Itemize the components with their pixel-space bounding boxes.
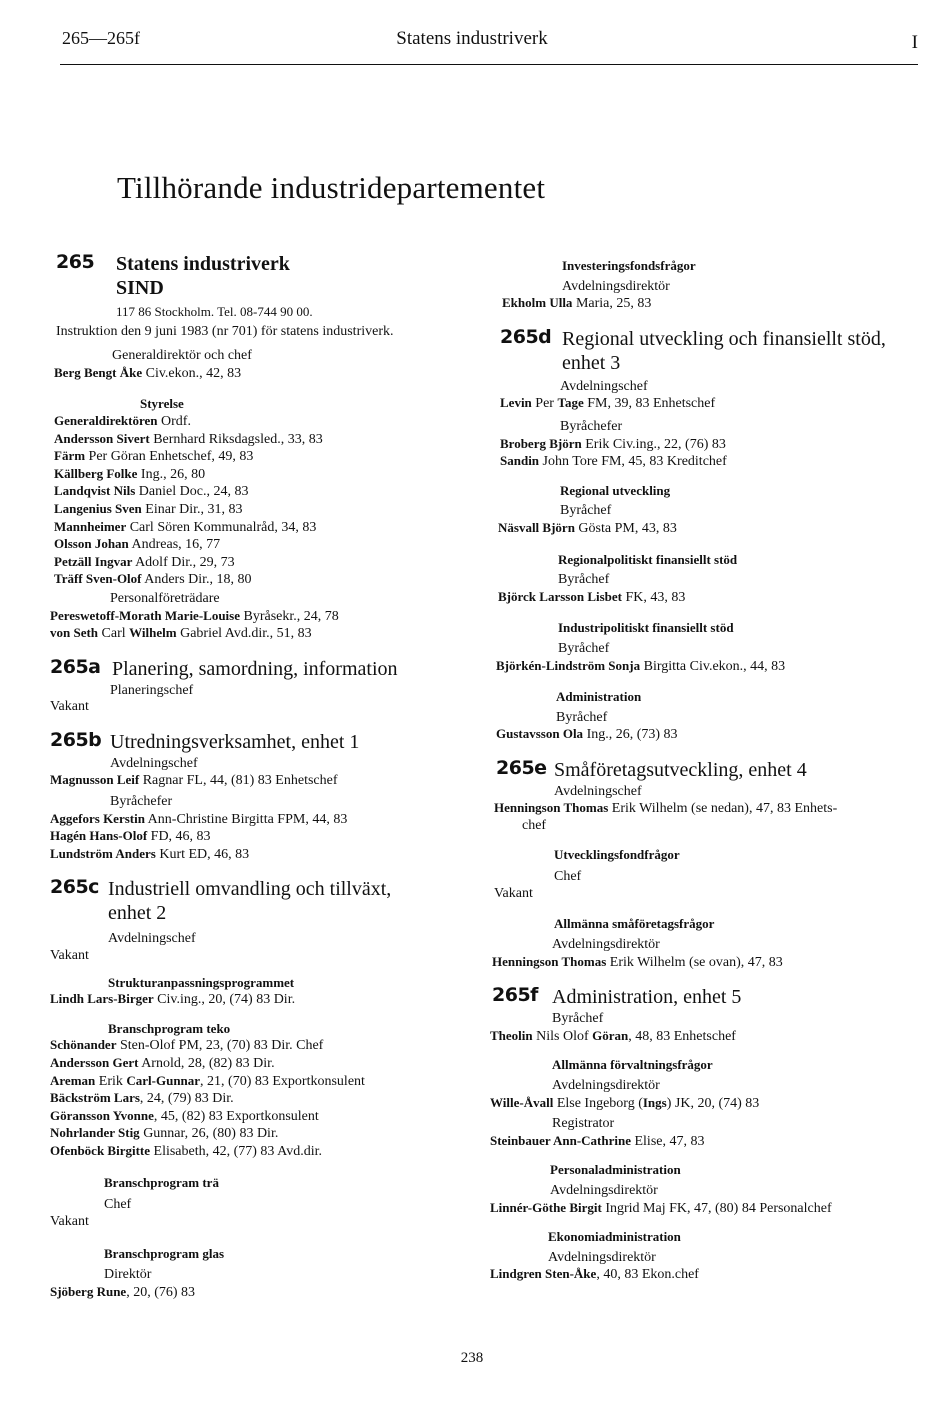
subheading: Ekonomiadministration [548,1229,681,1245]
person-entry: Pereswetoff-Morath Marie-Louise Byråsekr., 24, 78 [50,607,339,624]
subheading-styrelse: Styrelse [140,396,184,412]
person-entry: Aggefors Kerstin Ann-Christine Birgitta FPM, 44, 83 [50,810,348,827]
subheading: Industripolitiskt finansiellt stöd [558,620,734,636]
role-label: Byråchef [558,572,610,588]
role-label: Avdelningschef [560,378,648,394]
section-title-cont: enhet 2 [108,902,167,925]
board-member: Andersson Sivert Bernhard Riksdagsled., 33, 83 [54,430,323,447]
section-265 [50,252,470,321]
person-entry: Nohrlander Stig Gunnar, 26, (80) 83 Dir. [50,1125,279,1142]
role-label: Direktör [104,1266,152,1282]
section-title: Planering, samordning, information [112,657,398,680]
person-entry: Theolin Nils Olof Göran, 48, 83 Enhetschef [490,1027,736,1044]
person-entry: Steinbauer Ann-Cathrine Elise, 47, 83 [490,1132,705,1149]
role-label: Avdelningschef [108,931,196,947]
person-entry: Björck Larsson Lisbet FK, 43, 83 [498,588,686,605]
section-265d [490,327,920,375]
role-label: Avdelningsdirektör [552,1078,660,1093]
section-number: 265f [492,984,538,1007]
board-member: Färm Per Göran Enhetschef, 49, 83 [54,448,254,465]
header-part-number: I [911,32,918,53]
person-entry: Ekholm Ulla Maria, 25, 83 [502,295,652,312]
section-number: 265 [56,251,95,273]
section-265e [490,758,920,782]
header-rule [60,64,918,65]
role-label: Byråchef [560,503,612,519]
person-entry: Schönander Sten-Olof PM, 23, (70) 83 Dir. Chef [50,1037,324,1054]
board-member: Generaldirektören Ordf. [54,412,191,429]
vacant-label: Vakant [50,699,89,715]
section-subtitle: SIND [116,277,164,299]
subheading: Regionalpolitiskt finansiellt stöd [558,551,738,567]
person-entry: Linnér-Göthe Birgit Ingrid Maj FK, 47, (80) 84 Personalchef [490,1199,832,1216]
section-265f [490,985,920,1009]
role-label: Byråchef [552,1011,604,1027]
person-entry: Ofenböck Birgitte Elisabeth, 42, (77) 83 Avd.dir. [50,1142,323,1159]
person-entry: Göransson Yvonne, 45, (82) 83 Exportkonsulent [50,1107,319,1124]
section-title: Statens industriverk [116,253,290,275]
role-label: Avdelningsdirektör [548,1249,656,1265]
role-label: Avdelningschef [554,783,642,799]
board-member: Petzäll Ingvar Adolf Dir., 29, 73 [54,553,235,570]
section-number: 265d [500,325,552,348]
header-section-range: 265—265f [62,28,140,48]
subheading: Regional utveckling [560,482,671,498]
person-entry: Broberg Björn Erik Civ.ing., 22, (76) 83 [500,435,726,452]
person-entry: Hagén Hans-Olof FD, 46, 83 [50,828,211,845]
person-entry: Magnusson Leif Ragnar FL, 44, (81) 83 Enhetschef [50,772,338,789]
subheading: Utvecklingsfondfrågor [554,846,680,862]
person-entry: Lundström Anders Kurt ED, 46, 83 [50,845,250,862]
person-entry: Lindh Lars-Birger Civ.ing., 20, (74) 83 Dir. [50,991,296,1008]
person-entry: Lindgren Sten-Åke, 40, 83 Ekon.chef [490,1266,699,1283]
board-list [50,413,470,589]
role-label: Generaldirektör och chef [112,348,252,364]
subheading: Strukturanpassningsprogrammet [108,974,295,990]
subheading: Investeringsfondsfrågor [562,258,696,273]
subheading: Branschprogram glas [104,1246,225,1262]
header-title: Statens industriverk [396,28,548,49]
section-title: Administration, enhet 5 [552,986,742,1009]
page-title: Tillhörande industridepartementet [117,170,546,205]
section-number: 265e [496,756,547,779]
person-entry-cont: chef [522,818,547,834]
person-entry: Näsvall Björn Gösta PM, 43, 83 [498,519,677,536]
board-member: Landqvist Nils Daniel Doc., 24, 83 [54,483,249,500]
role-label: Byråchef [558,640,610,656]
person-entry: Henningson Thomas Erik Wilhelm (se ovan), 47, 83 [492,953,783,970]
person-entry: Gustavsson Ola Ing., 26, (73) 83 [496,726,678,743]
person-entry: Wille-Åvall Else Ingeborg (Ings) JK, 20, (74) 83 [490,1094,760,1111]
board-member: Källberg Folke Ing., 26, 80 [54,465,206,482]
person-entry: Levin Per Tage FM, 39, 83 Enhetschef [500,395,716,412]
person-entry: Henningson Thomas Erik Wilhelm (se nedan), 47, 83 Enhets- [494,800,838,817]
subheading: Allmänna förvaltningsfrågor [552,1057,713,1073]
section-number: 265b [50,728,102,751]
vacant-label: Vakant [50,1213,89,1229]
instruction-note: Instruktion den 9 juni 1983 (nr 701) för statens industriverk. [56,323,394,339]
running-header [0,22,944,68]
page-number: 238 [460,1350,484,1366]
section-265a [50,657,470,681]
subheading: Branschprogram teko [108,1020,231,1036]
role-label: Avdelningsdirektör [550,1182,658,1198]
section-265c [50,877,470,925]
section-number: 265c [50,876,99,899]
role-label: Avdelningschef [110,755,198,771]
subheading: Allmänna småföretagsfrågor [554,916,715,932]
role-label: Avdelningsdirektör [562,278,670,294]
role-label: Chef [104,1197,132,1213]
role-label: Registrator [552,1116,615,1132]
person-entry: Andersson Gert Arnold, 28, (82) 83 Dir. [50,1055,275,1071]
role-label: Byråchefer [560,418,623,434]
person-entry: von Seth Carl Wilhelm Gabriel Avd.dir., 51, 83 [50,625,312,642]
board-member: Mannheimer Carl Sören Kommunalråd, 34, 83 [54,518,317,535]
board-member: Langenius Sven Einar Dir., 31, 83 [54,500,243,517]
vacant-label: Vakant [50,948,89,964]
section-title: Industriell omvandling och tillväxt, [108,878,392,901]
person-entry: Björkén-Lindström Sonja Birgitta Civ.ekon., 44, 83 [496,657,786,674]
subheading: Branschprogram trä [104,1174,219,1190]
subheading: Personaladministration [550,1162,681,1178]
section-title: Småföretagsutveckling, enhet 4 [554,758,807,781]
left-column [50,252,470,1301]
board-member: Olsson Johan Andreas, 16, 77 [54,536,221,553]
section-title: Regional utveckling och finansiellt stöd, [562,327,886,350]
role-label: Avdelningsdirektör [552,937,660,953]
role-label: Personalföreträdare [110,590,220,606]
person-entry: Sandin John Tore FM, 45, 83 Kreditchef [500,453,727,470]
subheading: Administration [556,689,642,705]
person-entry: Bäckström Lars, 24, (79) 83 Dir. [50,1090,234,1107]
role-label: Byråchef [556,709,608,725]
section-265b [50,730,470,754]
person-entry: Berg Bengt Åke Civ.ekon., 42, 83 [54,364,242,381]
section-title: Utredningsverksamhet, enhet 1 [110,730,360,753]
role-label: Byråchefer [110,794,173,810]
vacant-label: Vakant [494,885,533,901]
role-label: Planeringschef [110,682,194,698]
address: 117 86 Stockholm. Tel. 08-744 90 00. [116,304,313,319]
section-title-cont: enhet 3 [562,351,621,374]
right-column [490,258,920,1284]
role-label: Chef [554,869,582,885]
section-number: 265a [50,655,101,678]
board-member: Träff Sven-Olof Anders Dir., 18, 80 [54,571,252,588]
person-entry: Sjöberg Rune, 20, (76) 83 [50,1283,196,1300]
person-entry: Areman Erik Carl-Gunnar, 21, (70) 83 Exportkonsulent [50,1072,365,1089]
